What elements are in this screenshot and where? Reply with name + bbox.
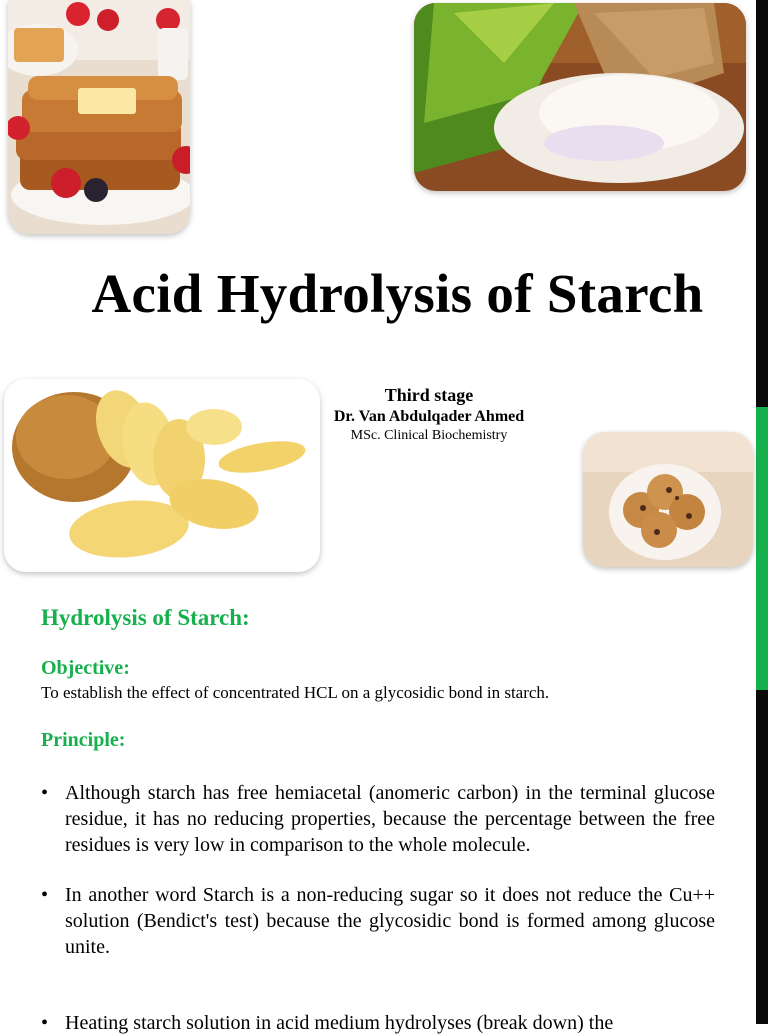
author-credits: [300, 384, 558, 445]
author-name: Dr. Van Abdulqader Ahmed: [333, 408, 525, 425]
principle-bullet: • Although starch has free hemiacetal (anomeric carbon) in the terminal glucose residue, it has no reducing properties, because the percentage between the free residues is very low in comparison to the whole molecule.: [41, 780, 715, 858]
potato-chips-photo: [4, 379, 320, 572]
principle-bullet: • Heating starch solution in acid medium hydrolyses (break down) the: [41, 1010, 715, 1036]
french-toast-photo: [8, 0, 190, 234]
stage-label: Third stage: [384, 385, 474, 405]
objective-text: To establish the effect of concentrated HCL on a glycosidic bond in starch.: [41, 683, 550, 702]
section-heading: Hydrolysis of Starch:: [41, 605, 250, 630]
principle-list: [41, 882, 715, 960]
side-bar-accent: [756, 407, 768, 690]
cookies-photo: [583, 432, 753, 567]
page-title: Acid Hydrolysis of Starch: [91, 263, 704, 324]
principle-list: [41, 1010, 715, 1036]
principle-label: Principle:: [41, 729, 126, 751]
objective-label: Objective:: [41, 657, 130, 679]
principle-bullet: • In another word Starch is a non-reducing sugar so it does not reduce the Cu++ solution (Bendict's test) because the glycosidic bond is formed among glucose unite.: [41, 882, 715, 960]
rice-photo: [414, 3, 746, 191]
principle-list: [41, 780, 715, 858]
author-degree: MSc. Clinical Biochemistry: [350, 428, 508, 443]
